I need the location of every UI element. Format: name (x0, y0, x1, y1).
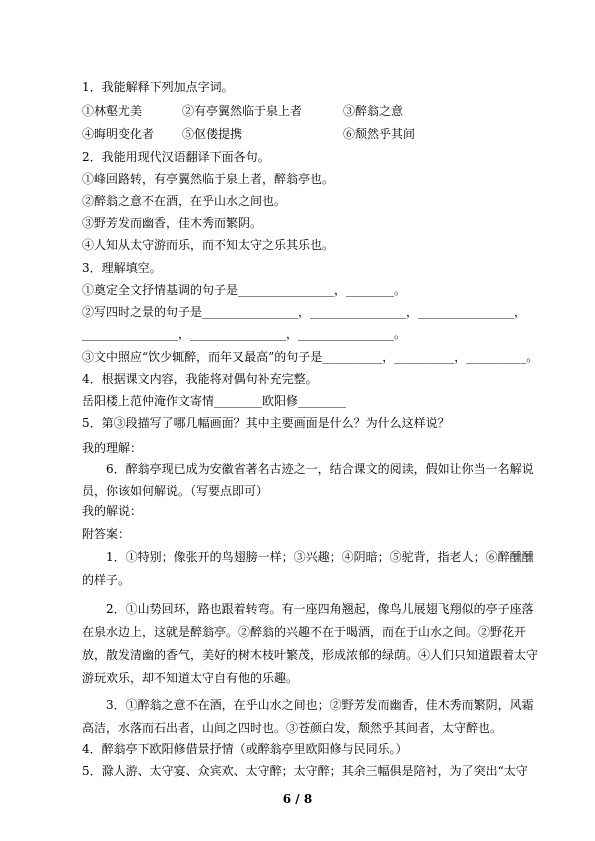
answer-2: 2．①山势回环，路也跟着转弯。有一座四角翘起，像鸟儿展翅飞翔似的亭子座落在泉水边上，这就是醉翁亭。②醉翁的兴趣不在于喝酒，而在于山水之间。②野花开放，散发清幽的香气，美好的树木枝叶繁茂，形成浓郁的绿荫。④人们只知道跟着太守游玩欢乐，却不知道太守自有他的乐趣。 (82, 602, 539, 685)
q4-title: 4．根据课文内容，我能将对偶句补充完整。 (82, 372, 318, 386)
q3-blank-line: ②写四时之景的句子是________________，________________，________________， (82, 305, 527, 319)
q6-answer-label: 我的解说： (82, 504, 143, 518)
q4-line: 岳阳楼上范仲淹作文寄情________欧阳修________ (82, 394, 347, 408)
q2-title: 2．我能用现代汉语翻译下面各句。 (82, 150, 270, 164)
answer-5: 5．滁人游、太守宴、众宾欢、太守醉；太守醉；其余三幅俱是陪衬，为了突出“太守 (82, 764, 528, 778)
q6-question: 6．醉翁亭现已成为安徽省著名古迹之一，结合课文的阅读，假如让你当一名解说员，你该如何解说。（写要点即可） (82, 462, 534, 498)
q1-title: 1．我能解释下列加点字词。 (82, 80, 234, 94)
q2-item: ④人知从太守游而乐，而不知太守之乐其乐也。 (82, 238, 335, 252)
q1-item: ④晦明变化者 (82, 127, 155, 141)
q3-blank-line: ________________，________________，________________。 (82, 327, 407, 341)
answer-3: 3．①醉翁之意不在酒，在乎山水之间也；②野芳发而幽香，佳木秀而繁阴，风霜高洁，水落而石出者，山间之四时也。③苍颜白发，颓然乎其间者，太守醉也。 (82, 698, 534, 735)
q2-item: ①峰回路转，有亭翼然临于泉上者，醉翁亭也。 (82, 172, 335, 186)
q3-title: 3．理解填空。 (82, 261, 162, 275)
q1-item: ①林壑尤美 (82, 104, 143, 118)
answers-label: 附答案： (82, 527, 131, 541)
q1-item: ②有亭翼然临于泉上者 (182, 104, 303, 118)
q1-item: ③醉翁之意 (343, 104, 404, 118)
q5-title: 5．第③段描写了哪几幅画面？其中主要画面是什么？为什么这样说？ (82, 416, 450, 430)
answer-1: 1．①特别；像张开的鸟翅膀一样；③兴趣；④阴暗；⑤驼背，指老人；⑥醉醺醺的样子。 (82, 550, 534, 587)
q1-item: ⑤伛偻提携 (182, 127, 243, 141)
q1-item: ⑥颓然乎其间 (343, 127, 416, 141)
page-number: 6 / 8 (282, 792, 313, 806)
q3-blank-line: ③文中照应“饮少辄醉，而年又最高”的句子是__________，__________，__________。 (82, 350, 539, 364)
q2-item: ②醉翁之意不在酒，在乎山水之间也。 (82, 194, 287, 208)
answer-4: 4．醉翁亭下欧阳修借景抒情（或醉翁亭里欧阳修与民同乐。） (82, 742, 408, 756)
q5-answer-label: 我的理解： (82, 441, 143, 455)
q3-blank-line: ①奠定全文抒情基调的句子是________________，________。 (82, 283, 407, 297)
q2-item: ③野芳发而幽香，佳木秀而繁阴。 (82, 216, 263, 230)
